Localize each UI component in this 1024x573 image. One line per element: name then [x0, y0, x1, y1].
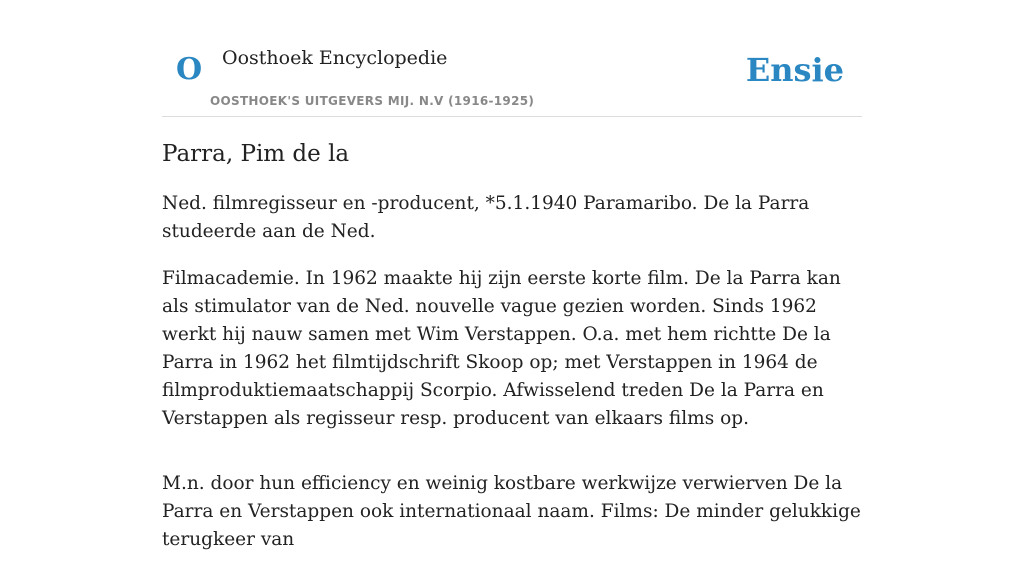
source-title[interactable]: Oosthoek Encyclopedie: [222, 47, 448, 69]
entry-paragraph: Filmacademie. In 1962 maakte hij zijn eerste korte film. De la Parra kan als stimulator van de Ned. nouvelle vague gezien worden. Sinds 1962 werkt hij nauw samen met Wim Verstappen. O.a. met hem richtte De la Parra in 1962 het filmtijdschrift Skoop op; met Verstappen in 1964 de filmproduktiemaatschappij Scorpio. Afwisselend treden De la Parra en Verstappen als regisseur resp. producent van elkaars films op.: [162, 268, 841, 429]
source-logo[interactable]: O: [176, 52, 203, 87]
entry-content: [162, 138, 864, 573]
source-subtitle: OOSTHOEK'S UITGEVERS MIJ. N.V (1916-1925): [210, 94, 535, 108]
brand-logo-link[interactable]: Ensie: [745, 51, 844, 89]
source-header: [162, 0, 862, 117]
entry-paragraph: M.n. door hun efficiency en weinig kostbare werkwijze verwierven De la Parra en Verstappen ook internationaal naam. Films: De minder gelukkige terugkeer van: [162, 473, 861, 550]
entry-paragraph: Ned. filmregisseur en -producent, *5.1.1940 Paramaribo. De la Parra studeerde aan de Ned.: [162, 193, 810, 242]
entry-title: Parra, Pim de la: [162, 141, 350, 167]
